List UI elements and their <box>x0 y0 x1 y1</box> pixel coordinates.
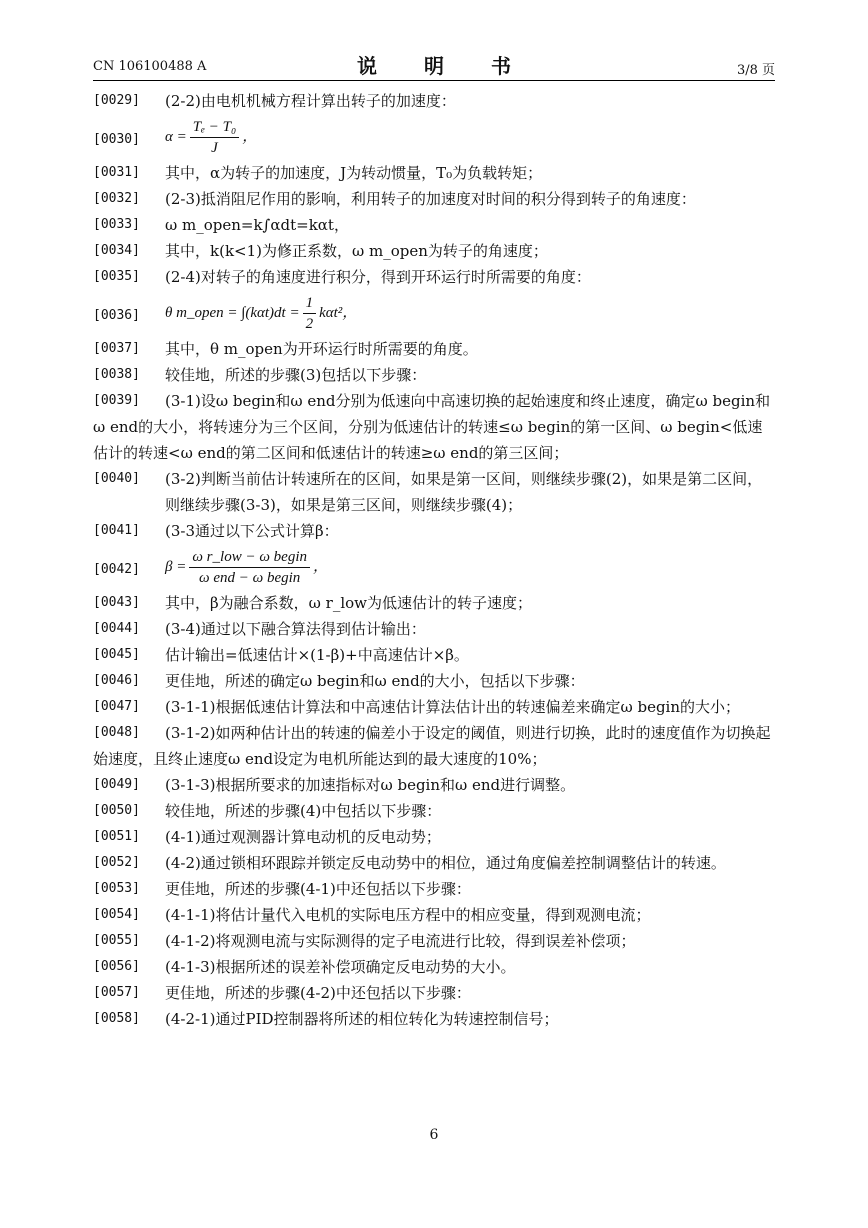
paragraph-text: (4-1)通过观测器计算电动机的反电动势； <box>165 828 441 846</box>
paragraph <box>93 212 775 238</box>
paragraph-number: [0043] <box>93 595 140 610</box>
paragraph <box>93 238 775 264</box>
equation-lhs: α = <box>165 128 187 145</box>
paragraph-text: (4-2-1)通过PID控制器将所述的相位转化为转速控制信号； <box>165 1010 559 1028</box>
paragraph-text: ω m_open=k∫αdt=kαt， <box>165 216 349 234</box>
equation-tail: kαt²， <box>319 304 358 321</box>
denominator: 2 <box>305 315 314 332</box>
paragraph <box>93 850 775 876</box>
fraction <box>303 293 317 334</box>
equation <box>165 117 257 158</box>
paragraph-text: 较佳地，所述的步骤(4)中包括以下步骤： <box>165 802 442 820</box>
paragraph <box>93 114 775 160</box>
paragraph-text: 较佳地，所述的步骤(3)包括以下步骤： <box>165 366 427 384</box>
equation-lhs: β = <box>165 558 187 575</box>
paragraph-number: [0046] <box>93 673 140 688</box>
paragraph-text: (3-1-1)根据低速估计算法和中高速估计算法估计出的转速偏差来确定ω begin的大小； <box>165 698 741 716</box>
paragraph-number: [0056] <box>93 959 140 974</box>
paragraph <box>93 264 775 290</box>
paragraph-number: [0045] <box>93 647 140 662</box>
paragraph-number: [0029] <box>93 93 140 108</box>
page-number: 6 <box>429 1127 439 1143</box>
paragraph <box>93 798 775 824</box>
header-rule <box>93 80 775 81</box>
paragraph-number: [0033] <box>93 217 140 232</box>
paragraph <box>93 1006 775 1032</box>
paragraph-number: [0038] <box>93 367 140 382</box>
paragraph-text: 其中，β为融合系数，ω r_low为低速估计的转子速度； <box>165 594 533 612</box>
paragraph-text: (4-1-1)将估计量代入电机的实际电压方程中的相应变量，得到观测电流； <box>165 906 651 924</box>
paragraph <box>93 824 775 850</box>
paragraph-text: (2-3)抵消阻尼作用的影响，利用转子的加速度对时间的积分得到转子的角速度： <box>165 190 696 208</box>
paragraph-number: [0044] <box>93 621 140 636</box>
paragraph <box>93 290 775 336</box>
paragraph-text: (4-1-3)根据所述的误差补偿项确定反电动势的大小。 <box>165 958 516 976</box>
paragraph <box>93 642 775 668</box>
document-body <box>93 88 775 1032</box>
paragraph <box>93 668 775 694</box>
paragraph-text: (3-1-2)如两种估计出的转速的偏差小于设定的阈值，则进行切换，此时的速度值作为切换起始速度，且终止速度ω end设定为电机所能达到的最大速度的10%； <box>93 724 771 768</box>
paragraph-number: [0050] <box>93 803 140 818</box>
paragraph-text: 更佳地，所述的确定ω begin和ω end的大小，包括以下步骤： <box>165 672 585 690</box>
paragraph <box>93 616 775 642</box>
paragraph-number: [0032] <box>93 191 140 206</box>
paragraph-number: [0037] <box>93 341 140 356</box>
paragraph-number: [0039] <box>93 393 140 408</box>
paragraph-text: (3-1)设ω begin和ω end分别为低速向中高速切换的起始速度和终止速度，确定ω begin和ω end的大小，将转速分为三个区间，分别为低速估计的转速≤ω begin的第一区间、ω begin<低速估计的转速<ω end的第二区间和低速估计的转速≥ω end的第三区间； <box>93 392 771 462</box>
paragraph <box>93 720 775 772</box>
paragraph <box>93 362 775 388</box>
paragraph <box>93 772 775 798</box>
paragraph <box>93 590 775 616</box>
paragraph-number: [0042] <box>93 562 140 577</box>
page-info: 3/8 页 <box>736 63 775 78</box>
equation-tail: ， <box>242 128 258 145</box>
paragraph-text: 更佳地，所述的步骤(4-2)中还包括以下步骤： <box>165 984 471 1002</box>
paragraph-number: [0031] <box>93 165 140 180</box>
doc-title: 说 明 书 <box>357 54 531 78</box>
paragraph-number: [0049] <box>93 777 140 792</box>
paragraph <box>93 518 775 544</box>
paragraph <box>93 544 775 590</box>
paragraph <box>93 186 775 212</box>
paragraph-text: (3-2)判断当前估计转速所在的区间，如果是第一区间，则继续步骤(2)，如果是第二区间，则继续步骤(3-3)，如果是第三区间，则继续步骤(4)； <box>165 470 763 514</box>
paragraph-number: [0041] <box>93 523 140 538</box>
paragraph <box>93 88 775 114</box>
paragraph-number: [0048] <box>93 725 140 740</box>
paragraph <box>93 466 775 518</box>
paragraph-text: (3-3通过以下公式计算β： <box>165 522 339 540</box>
paragraph <box>93 928 775 954</box>
equation <box>165 293 357 334</box>
denominator: ω end − ω begin <box>199 569 301 586</box>
paragraph-text: (3-1-3)根据所要求的加速指标对ω begin和ω end进行调整。 <box>165 776 576 794</box>
fraction <box>189 547 310 588</box>
paragraph-text: 其中，θ m_open为开环运行时所需要的角度。 <box>165 340 478 358</box>
paragraph-number: [0047] <box>93 699 140 714</box>
paragraph <box>93 954 775 980</box>
paragraph-number: [0054] <box>93 907 140 922</box>
paragraph-number: [0030] <box>93 132 140 147</box>
paragraph-text: (2-4)对转子的角速度进行积分，得到开环运行时所需要的角度： <box>165 268 591 286</box>
paragraph-number: [0053] <box>93 881 140 896</box>
paragraph-text: (3-4)通过以下融合算法得到估计输出： <box>165 620 426 638</box>
paragraph <box>93 160 775 186</box>
paragraph <box>93 694 775 720</box>
paragraph-number: [0055] <box>93 933 140 948</box>
paragraph-number: [0036] <box>93 308 140 323</box>
paragraph-number: [0051] <box>93 829 140 844</box>
paragraph <box>93 902 775 928</box>
paragraph-number: [0034] <box>93 243 140 258</box>
paragraph-number: [0058] <box>93 1011 140 1026</box>
paragraph-number: [0040] <box>93 471 140 486</box>
denominator: J <box>211 139 218 156</box>
equation <box>165 547 328 588</box>
numerator: Tₑ − T₀ <box>190 117 239 138</box>
paragraph-number: [0035] <box>93 269 140 284</box>
paragraph-text: (2-2)由电机机械方程计算出转子的加速度： <box>165 92 456 110</box>
equation-lhs: θ m_open = ∫(kαt)dt = <box>165 304 300 321</box>
paragraph-number: [0057] <box>93 985 140 1000</box>
paragraph-text: 更佳地，所述的步骤(4-1)中还包括以下步骤： <box>165 880 471 898</box>
paragraph-text: 其中，k(k<1)为修正系数，ω m_open为转子的角速度； <box>165 242 548 260</box>
numerator: ω r_low − ω begin <box>189 547 310 568</box>
paragraph <box>93 876 775 902</box>
doc-number: CN 106100488 A <box>93 59 207 74</box>
paragraph-text: (4-1-2)将观测电流与实际测得的定子电流进行比较，得到误差补偿项； <box>165 932 636 950</box>
paragraph <box>93 388 775 466</box>
paragraph <box>93 336 775 362</box>
paragraph-text: 其中，α为转子的加速度，J为转动惯量，T₀为负载转矩； <box>165 164 543 182</box>
paragraph <box>93 980 775 1006</box>
equation-tail: ， <box>312 558 328 575</box>
paragraph-text: 估计输出=低速估计×(1-β)+中高速估计×β。 <box>165 646 469 664</box>
paragraph-number: [0052] <box>93 855 140 870</box>
fraction <box>190 117 239 158</box>
paragraph-text: (4-2)通过锁相环跟踪并锁定反电动势中的相位，通过角度偏差控制调整估计的转速。 <box>165 854 726 872</box>
numerator: 1 <box>303 293 317 314</box>
